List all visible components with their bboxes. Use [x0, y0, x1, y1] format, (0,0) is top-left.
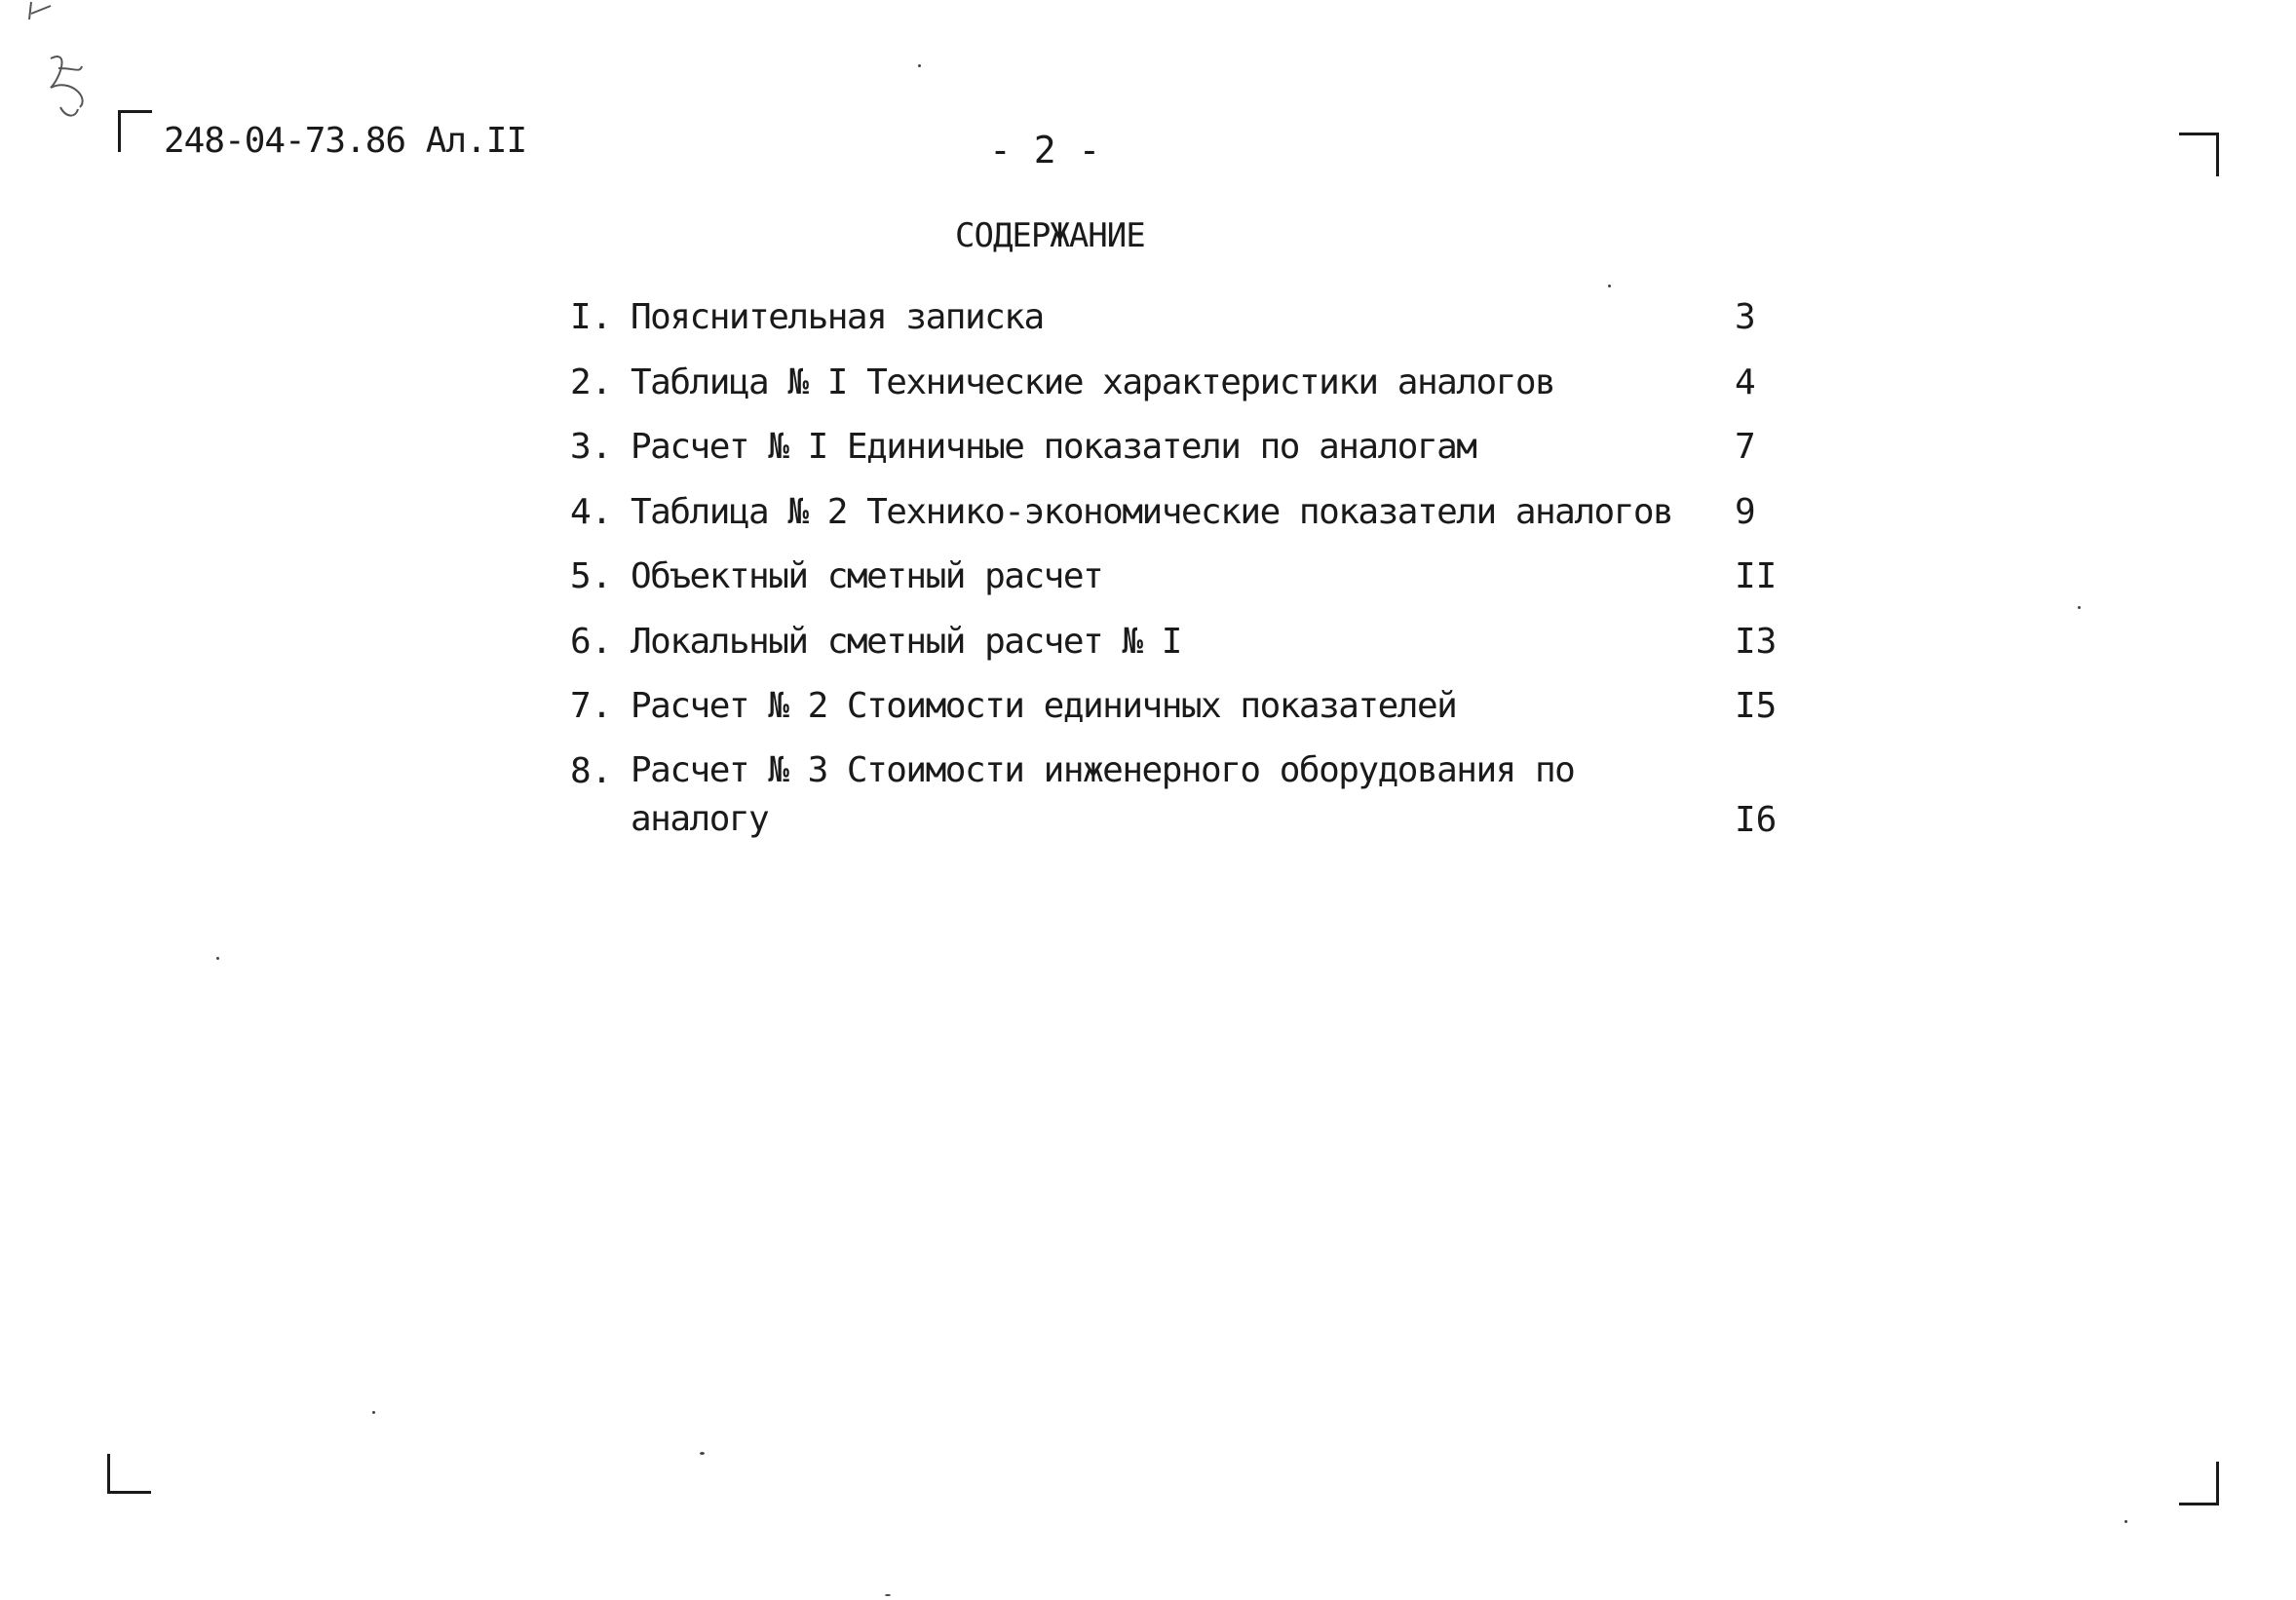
scan-speck [918, 64, 921, 67]
toc-item-title: Расчет № 3 Стоимости инженерного оборудования по аналогу [631, 749, 1575, 839]
toc-item [570, 617, 1798, 682]
toc-title: СОДЕРЖАНИЕ [955, 216, 1145, 255]
toc-item-page: I5 [1735, 686, 1778, 726]
toc-item-title: Таблица № 2 Технико-экономические показатели аналогов [631, 491, 1673, 532]
toc-item-page: I6 [1735, 799, 1778, 840]
toc-item [570, 681, 1798, 746]
toc-item-title: Расчет № 2 Стоимости единичных показателей [631, 686, 1457, 726]
table-of-contents [570, 292, 1798, 844]
scan-speck [2078, 606, 2081, 609]
toc-item-number: 8. [570, 750, 613, 791]
toc-item [570, 552, 1798, 617]
toc-item-number: 6. [570, 621, 613, 662]
toc-item-number: 3. [570, 427, 613, 467]
toc-item-page: 3 [1735, 297, 1756, 337]
toc-item-page: I3 [1735, 621, 1778, 662]
scan-speck [2124, 1520, 2127, 1523]
toc-item-page: II [1735, 556, 1778, 596]
crop-mark-top-right [2179, 133, 2219, 176]
toc-item-page: 4 [1735, 362, 1756, 402]
toc-item [570, 746, 1798, 844]
scan-speck [216, 957, 219, 960]
toc-item [570, 422, 1798, 487]
page-number: - 2 - [989, 129, 1101, 171]
toc-item [570, 487, 1798, 552]
toc-item-page: 7 [1735, 427, 1756, 467]
scan-speck [885, 1594, 891, 1596]
toc-item-number: 2. [570, 362, 613, 402]
toc-item-number: I. [570, 297, 613, 337]
toc-item-title: Таблица № I Технические характеристики аналогов [631, 362, 1555, 402]
toc-item-title: Объектный сметный расчет [631, 556, 1103, 596]
toc-item-number: 4. [570, 491, 613, 532]
handwritten-mark [21, 0, 99, 127]
scan-speck [700, 1452, 705, 1455]
toc-item-page: 9 [1735, 491, 1756, 532]
toc-item-number: 7. [570, 686, 613, 726]
crop-mark-bottom-right [2179, 1462, 2219, 1505]
toc-item-title: Пояснительная записка [631, 297, 1044, 337]
crop-mark-bottom-left [107, 1454, 151, 1494]
toc-item-number: 5. [570, 556, 613, 596]
toc-item [570, 358, 1798, 423]
toc-item-title: Расчет № I Единичные показатели по аналогам [631, 427, 1476, 467]
crop-mark-top-left [118, 110, 152, 152]
document-code: 248-04-73.86 Ал.II [164, 121, 527, 161]
toc-item [570, 292, 1798, 358]
scan-speck [1608, 285, 1611, 287]
scan-speck [372, 1411, 375, 1414]
toc-item-title: Локальный сметный расчет № I [631, 621, 1181, 662]
